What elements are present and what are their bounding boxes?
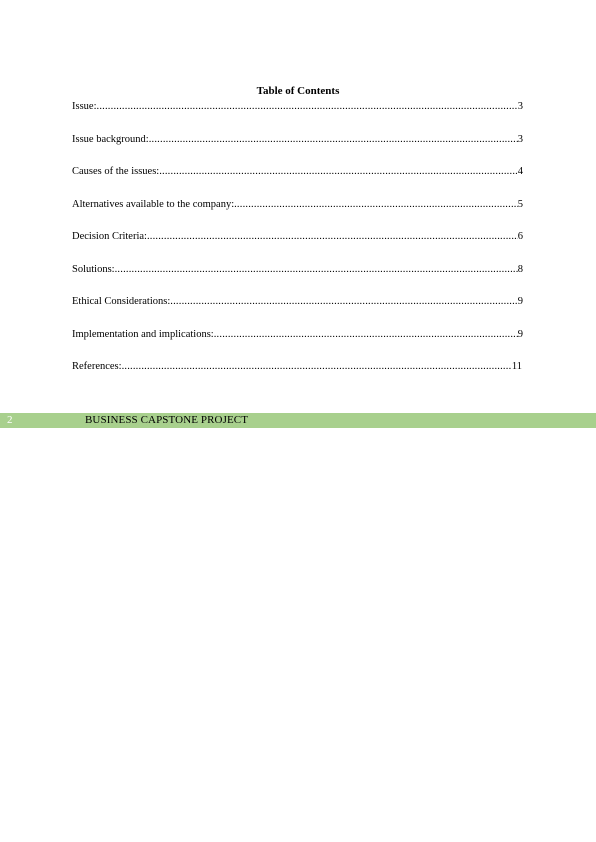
toc-entry-label: References: — [72, 361, 122, 372]
toc-dot-leader — [115, 263, 518, 277]
toc-entry-alternatives[interactable] — [72, 198, 523, 212]
footer-page-number: 2 — [7, 414, 13, 426]
toc-entry-issue-background[interactable] — [72, 133, 523, 147]
toc-entry-references[interactable] — [72, 360, 523, 374]
toc-entry-page: 3 — [517, 101, 523, 112]
toc-dot-leader — [170, 295, 517, 309]
toc-list — [72, 100, 523, 393]
toc-entry-page: 6 — [517, 231, 523, 242]
toc-dot-leader — [234, 198, 518, 212]
toc-entry-label: Issue background: — [72, 133, 149, 145]
toc-entry-label: Alternatives available to the company: — [72, 198, 235, 210]
toc-entry-implementation[interactable] — [72, 328, 523, 342]
toc-dot-leader — [214, 328, 518, 342]
toc-entry-label: Decision Criteria: — [72, 231, 147, 242]
toc-dot-leader — [149, 133, 518, 147]
toc-entry-label: Causes of the issues: — [72, 166, 160, 177]
toc-dot-leader — [159, 165, 518, 179]
toc-entry-decision-criteria[interactable] — [72, 230, 523, 244]
toc-dot-leader — [122, 360, 512, 374]
toc-entry-page: 4 — [517, 166, 523, 177]
toc-entry-causes[interactable] — [72, 165, 523, 179]
toc-entry-label: Ethical Considerations: — [72, 296, 171, 307]
toc-entry-page: 8 — [517, 263, 523, 275]
toc-dot-leader — [147, 230, 518, 244]
toc-entry-page: 11 — [511, 361, 522, 372]
toc-entry-label: Issue: — [72, 101, 97, 112]
toc-entry-solutions[interactable] — [72, 263, 523, 277]
toc-title: Table of Contents — [256, 85, 340, 97]
toc-entry-label: Solutions: — [72, 263, 115, 275]
toc-entry-issue[interactable] — [72, 100, 523, 114]
toc-dot-leader — [97, 100, 518, 114]
toc-entry-label: Implementation and implications: — [72, 328, 214, 340]
footer-bar — [0, 413, 596, 428]
toc-entry-page: 9 — [517, 328, 523, 340]
toc-entry-ethical-considerations[interactable] — [72, 295, 523, 309]
toc-entry-page: 5 — [517, 198, 523, 210]
toc-entry-page: 9 — [517, 296, 523, 307]
toc-entry-page: 3 — [517, 133, 523, 145]
footer-document-title: BUSINESS CAPSTONE PROJECT — [85, 414, 249, 426]
